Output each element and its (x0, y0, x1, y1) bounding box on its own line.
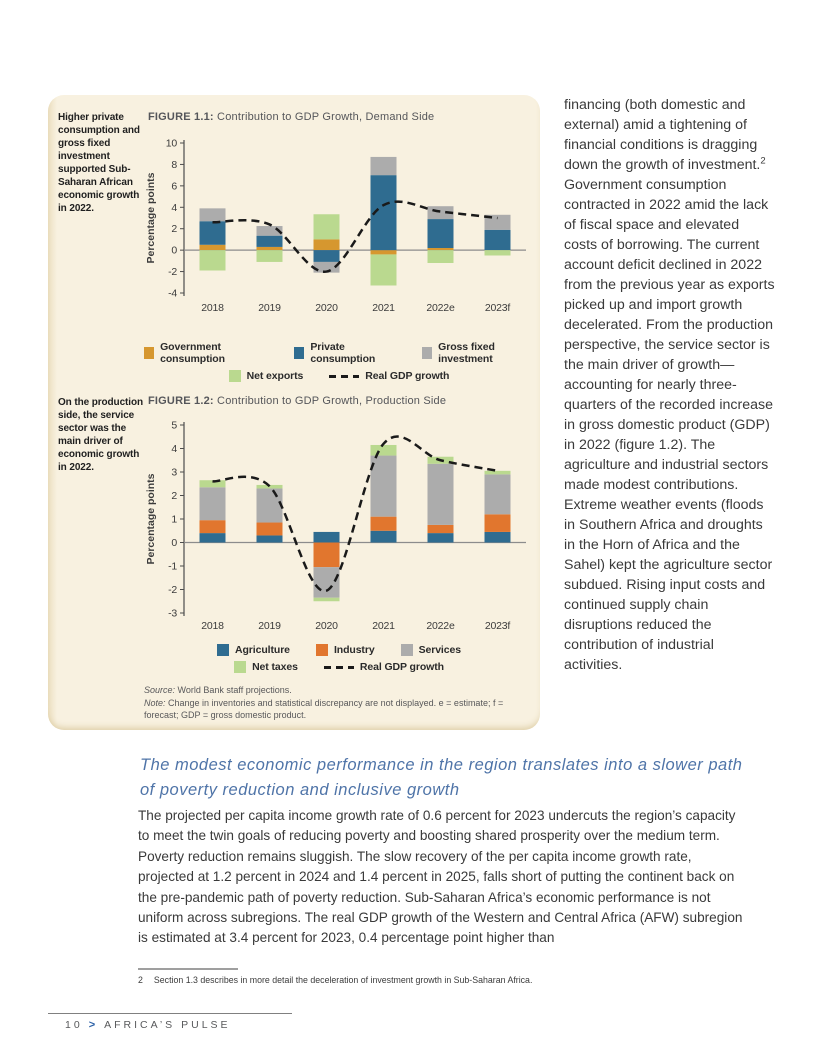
figure-1-1-chart (144, 135, 534, 323)
legend-row (144, 370, 534, 382)
legend-row (144, 661, 534, 673)
svg-text:-2: -2 (168, 584, 177, 596)
source-text: World Bank staff projections. (175, 685, 292, 695)
legend-item (294, 341, 396, 365)
footnote-divider (138, 968, 238, 970)
legend-label: Gross fixed investment (438, 341, 495, 365)
legend-label: Services (418, 644, 461, 656)
svg-text:2020: 2020 (315, 620, 338, 632)
svg-text:2019: 2019 (258, 302, 281, 314)
footnote-number: 2 (138, 975, 143, 985)
right-column-text: financing (both domestic and external) amid a tightening of financial conditions is dragging down the growth of investment. (564, 97, 761, 173)
svg-text:-4: -4 (168, 287, 177, 300)
body-paragraph: The projected per capita income growth rate of 0.6 percent for 2023 undercuts the region’s capacity to meet the twin goals of reducing poverty and boosting shared prosperity over the medium term. Poverty reduction remains sluggish. The slow recovery of the per capita income growth rate, projected at 1.2 percent in 2024 and 1.4 percent in 2025, falls short of putting the continent back on the pre-pandemic path of poverty reduction. Sub-Saharan Africa’s economic performance is not uniform across subregions. The real GDP growth of the Western and Central Africa (AFW) subregion is estimated at 3.4 percent for 2023, 0.4 percentage point higher than (138, 808, 743, 946)
figure-1-2-legend (144, 644, 534, 678)
figure-panel (48, 95, 540, 730)
legend-item (144, 341, 268, 365)
svg-text:2021: 2021 (372, 620, 395, 632)
svg-text:2022e: 2022e (426, 302, 455, 314)
svg-text:10: 10 (165, 137, 177, 150)
legend-item (217, 644, 290, 656)
legend-label: Industry (333, 644, 375, 656)
svg-text:-3: -3 (168, 607, 177, 620)
section-heading: The modest economic performance in the region translates into a slower path of poverty reduction and inclusive growth (140, 756, 743, 799)
figure-1-2-caption: On the production side, the service sector was the main driver of economic growth in 2022. (58, 397, 143, 473)
svg-text:6: 6 (171, 180, 177, 193)
legend-dash-line-icon (329, 375, 359, 378)
legend-swatch-icon (401, 644, 413, 656)
figure-note (144, 698, 536, 721)
svg-text:0: 0 (171, 244, 177, 257)
page-footer (65, 1019, 231, 1031)
svg-text:2021: 2021 (372, 302, 395, 314)
svg-text:-2: -2 (168, 266, 177, 279)
legend-item (234, 661, 298, 673)
figure-1-1-title (148, 111, 434, 123)
figure-1-1-caption: Higher private consumption and gross fixed investment supported Sub-Saharan African economic growth in 2022. (58, 112, 140, 214)
legend-item (329, 370, 449, 382)
svg-text:Percentage points: Percentage points (145, 172, 157, 264)
svg-text:2019: 2019 (258, 620, 281, 632)
legend-item (324, 661, 444, 673)
figure-1-1-label: FIGURE 1.1: (148, 111, 214, 123)
svg-text:4: 4 (171, 201, 177, 214)
source-label: Source: (144, 685, 176, 695)
svg-text:1: 1 (171, 513, 177, 526)
footer-divider (48, 1013, 292, 1014)
svg-text:Percentage points: Percentage points (145, 473, 157, 565)
legend-label: Real GDP growth (359, 661, 444, 673)
right-column-text-continued: Government consumption contracted in 2022 amid the lack of fiscal space and elevated costs of borrowing. The current account deficit declined in 2022 from the previous year as exports picked up and import growth decelerated. From the production perspective, the service sector is the main driver of growth—accounting for nearly three-quarters of the recorded increase in gross domestic product (GDP) in 2022 (figure 1.2). The agriculture and industrial sectors made modest contributions. Extreme weather events (floods in Southern Africa and droughts in the Horn of Africa and the Sahel) kept the agriculture sector subdued. Rising input costs and continued supply chain disruptions reduced the contribution of industrial activities. (564, 177, 775, 673)
footnote (138, 975, 698, 985)
legend-swatch-icon (422, 347, 432, 359)
svg-text:3: 3 (171, 466, 177, 479)
svg-text:2018: 2018 (201, 620, 224, 632)
legend-label: Government consumption (160, 341, 225, 365)
legend-swatch-icon (144, 347, 154, 359)
svg-text:2020: 2020 (315, 302, 338, 314)
legend-label: Net exports (246, 370, 304, 382)
legend-swatch-icon (229, 370, 241, 382)
svg-text:4: 4 (171, 443, 177, 455)
footnote-reference[interactable]: 2 (760, 155, 766, 167)
figure-1-2-label: FIGURE 1.2: (148, 395, 214, 407)
svg-text:2023f: 2023f (484, 302, 511, 314)
svg-text:8: 8 (171, 158, 177, 171)
legend-dash-line-icon (324, 666, 354, 669)
legend-label: Private consumption (310, 341, 376, 365)
legend-row (144, 341, 534, 365)
svg-text:2022e: 2022e (426, 620, 455, 632)
legend-swatch-icon (217, 644, 229, 656)
svg-text:2018: 2018 (201, 302, 224, 314)
legend-item (229, 370, 304, 382)
footnote-text: Section 1.3 describes in more detail the deceleration of investment growth in Sub-Saharan Africa. (153, 975, 533, 985)
legend-item (422, 341, 534, 365)
legend-label: Net taxes (252, 661, 298, 673)
figure-source (144, 685, 536, 697)
legend-item (316, 644, 375, 656)
figure-1-2-title (148, 395, 446, 407)
figure-1-2-chart (144, 417, 534, 641)
figure-1-1-title-text: Contribution to GDP Growth, Demand Side (217, 111, 435, 123)
chevron-right-icon: > (88, 1019, 96, 1031)
figure-1-1-legend (144, 341, 534, 387)
legend-item (401, 644, 461, 656)
svg-text:2: 2 (171, 223, 177, 236)
legend-swatch-icon (316, 644, 328, 656)
svg-text:2: 2 (171, 490, 177, 502)
right-text-column (564, 95, 776, 675)
legend-label: Real GDP growth (365, 370, 450, 382)
legend-swatch-icon (294, 347, 304, 359)
figure-1-2-title-text: Contribution to GDP Growth, Production Side (217, 395, 447, 407)
legend-swatch-icon (234, 661, 246, 673)
svg-text:0: 0 (171, 537, 177, 549)
svg-text:5: 5 (171, 419, 177, 432)
note-label: Note: (144, 698, 166, 708)
legend-label: Agriculture (235, 644, 290, 656)
legend-row (144, 644, 534, 656)
svg-text:2023f: 2023f (484, 620, 511, 632)
page-number: 10 (65, 1019, 83, 1031)
report-title: AFRICA’S PULSE (104, 1019, 231, 1031)
svg-text:-1: -1 (168, 560, 177, 573)
note-text: Change in inventories and statistical discrepancy are not displayed. e = estimate; f = forecast; GDP = gross domestic product. (144, 698, 504, 720)
